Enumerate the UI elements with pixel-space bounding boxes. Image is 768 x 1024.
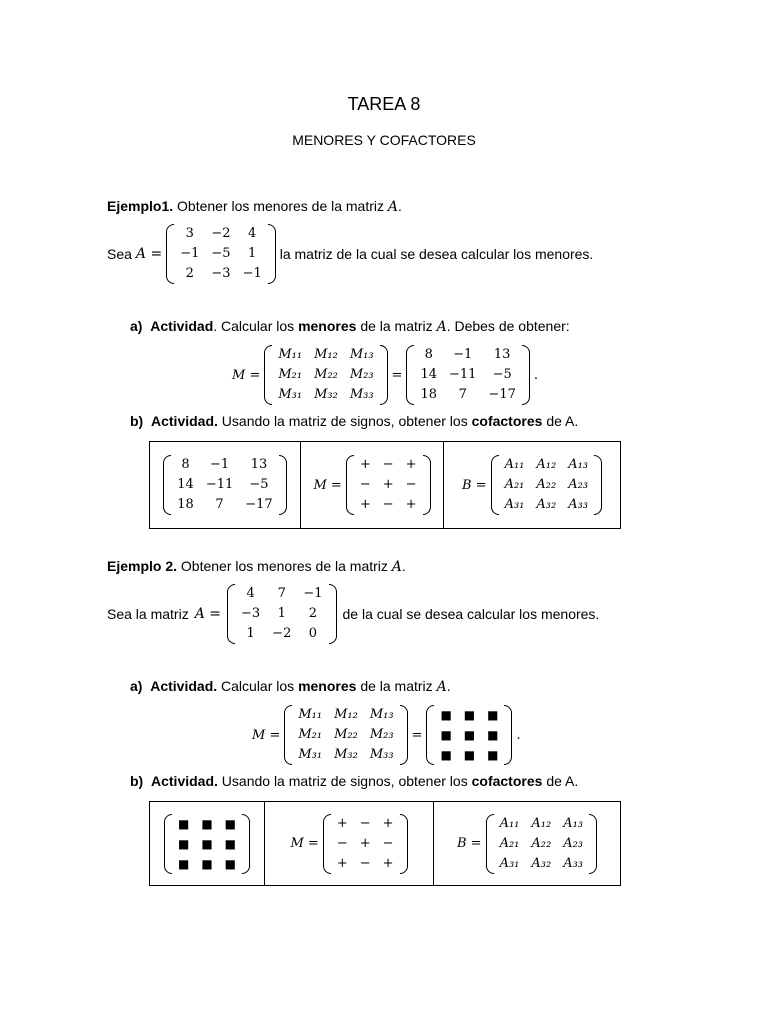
matrix-entry: M₃₂ xyxy=(334,747,358,762)
left-paren xyxy=(491,455,499,515)
matrix-entry: 1 xyxy=(248,246,257,261)
matrix-grid xyxy=(171,455,278,515)
right-paren xyxy=(329,584,337,644)
page-subtitle: MENORES Y COFACTORES xyxy=(292,132,476,148)
matrix-entry: 1 xyxy=(277,606,286,621)
matrix-entry: A₂₁ xyxy=(499,835,520,851)
ex1-b-eq: B = xyxy=(461,477,487,493)
ex2-activity-b xyxy=(130,773,578,789)
left-paren xyxy=(164,814,172,874)
matrix-entry: M₁₂ xyxy=(334,707,358,722)
matrix-entry: A₂₃ xyxy=(568,477,588,492)
ex1-b-text1: Usando la matriz de signos, obtener los xyxy=(221,413,468,429)
ex2-after: de la cual se desea calcular los menores. xyxy=(342,606,600,622)
left-paren xyxy=(426,705,434,765)
left-paren xyxy=(264,345,272,405)
matrix-entry: A₂₂ xyxy=(531,835,552,851)
ex2-b-eq: B = xyxy=(456,836,482,851)
ex1-m-label: M = xyxy=(232,367,261,383)
ex2-minors-sym xyxy=(284,705,407,765)
matrix-entry: M₂₁ xyxy=(278,367,303,382)
matrix-entry: 1 xyxy=(246,626,255,641)
ex1-cell-minors-matrix xyxy=(163,455,286,515)
ex2-m-label: M = xyxy=(252,727,281,743)
matrix-grid xyxy=(494,814,589,874)
right-paren xyxy=(400,814,408,874)
matrix-grid xyxy=(174,224,268,284)
matrix-entry: 0 xyxy=(308,626,318,641)
ex1-cell-signs xyxy=(301,442,444,528)
left-paren xyxy=(166,224,174,284)
matrix-entry: −1 xyxy=(303,586,323,601)
ex1-a-var: A xyxy=(436,319,447,335)
matrix-entry: M₁₁ xyxy=(278,347,303,362)
matrix-grid xyxy=(272,345,379,405)
ex2-heading: Ejemplo 2. xyxy=(107,558,178,574)
ex2-matrix-line xyxy=(107,584,599,644)
matrix-entry: 14 xyxy=(420,367,437,382)
matrix-entry: ■ xyxy=(487,728,499,742)
matrix-entry: A₁₂ xyxy=(531,815,552,831)
ex2-b-label: b) xyxy=(130,773,144,789)
matrix-grid xyxy=(434,705,504,765)
matrix-entry: −11 xyxy=(205,477,234,492)
matrix-entry: ■ xyxy=(177,836,190,851)
matrix-entry: + xyxy=(405,497,417,512)
matrix-entry: 18 xyxy=(177,497,194,512)
ex1-b-label: b) xyxy=(130,413,144,429)
ex1-activity-a xyxy=(130,318,570,335)
ex2-a-bold: menores xyxy=(298,678,357,694)
ex2-signs-label: M = xyxy=(290,836,319,851)
ex2-b-title: Actividad. xyxy=(151,773,218,789)
matrix-entry: − xyxy=(382,457,394,472)
matrix-entry: −1 xyxy=(180,246,200,261)
matrix-entry: A₁₁ xyxy=(504,457,525,472)
matrix-entry: − xyxy=(336,835,348,851)
matrix-entry: A₃₁ xyxy=(504,497,525,512)
matrix-entry: A₃₁ xyxy=(499,855,520,871)
ex1-a-text1: . Calcular los xyxy=(213,318,295,334)
matrix-entry: 8 xyxy=(424,347,433,362)
matrix-entry: ■ xyxy=(440,748,452,762)
matrix-entry: 7 xyxy=(215,497,224,512)
right-paren xyxy=(268,224,276,284)
matrix-entry: −1 xyxy=(209,457,230,472)
right-paren xyxy=(504,705,512,765)
matrix-entry: ■ xyxy=(177,856,190,871)
matrix-grid xyxy=(331,814,400,874)
matrix-grid xyxy=(499,455,594,515)
matrix-entry: A₃₃ xyxy=(563,855,583,871)
matrix-entry: ■ xyxy=(224,856,237,871)
matrix-entry: −11 xyxy=(449,367,477,382)
matrix-entry: M₁₃ xyxy=(369,707,394,722)
matrix-entry: ■ xyxy=(463,748,476,762)
matrix-entry: M₁₁ xyxy=(298,707,323,722)
ex1-minors-sym xyxy=(264,345,387,405)
matrix-entry: ■ xyxy=(224,816,237,831)
ex1-heading-line xyxy=(107,198,402,215)
ex1-b-text2: de A. xyxy=(546,413,579,429)
matrix-entry: ■ xyxy=(201,836,213,851)
matrix-entry: − xyxy=(382,497,394,512)
ex1-minors-equation xyxy=(232,345,538,405)
matrix-entry: + xyxy=(382,855,394,871)
left-paren xyxy=(227,584,235,644)
right-paren xyxy=(279,455,287,515)
ex1-cell-cofactors xyxy=(444,442,620,528)
matrix-entry: M₁₃ xyxy=(349,347,374,362)
ex1-cell-minors xyxy=(150,442,301,528)
ex2-a-label: a) xyxy=(130,678,143,694)
matrix-entry: A₂₂ xyxy=(536,477,557,492)
matrix-entry: ■ xyxy=(224,836,237,851)
matrix-entry: ■ xyxy=(201,816,213,831)
matrix-entry: 13 xyxy=(493,347,511,362)
matrix-entry: A₃₃ xyxy=(568,497,588,512)
matrix-entry: + xyxy=(359,457,371,472)
matrix-entry: ■ xyxy=(201,856,213,871)
ex2-b-bold: cofactores xyxy=(471,773,543,789)
ex1-activity-b xyxy=(130,413,578,429)
ex2-signs-matrix xyxy=(323,814,408,874)
ex1-signs-label: M = xyxy=(313,477,342,493)
matrix-entry: 2 xyxy=(308,606,318,621)
ex1-a-eq: A = xyxy=(135,246,163,262)
ex2-sea: Sea la matriz xyxy=(107,606,189,622)
ex2-a-dot: . xyxy=(446,678,451,694)
left-paren xyxy=(486,814,494,874)
ex1-cofactor-matrix xyxy=(491,455,602,515)
matrix-entry: −5 xyxy=(492,367,512,382)
matrix-grid xyxy=(235,584,329,644)
ex1-heading: Ejemplo1. xyxy=(107,198,174,214)
matrix-entry: 8 xyxy=(181,457,190,472)
ex1-period: . xyxy=(398,198,402,214)
ex1-after: la matriz de la cual se desea calcular los menores. xyxy=(279,246,594,262)
matrix-entry: + xyxy=(405,457,417,472)
matrix-entry: A₂₃ xyxy=(563,835,583,851)
matrix-entry: + xyxy=(382,815,394,831)
matrix-grid xyxy=(354,455,423,515)
left-paren xyxy=(406,345,414,405)
ex2-minors-blocks xyxy=(426,705,512,765)
matrix-entry: −3 xyxy=(211,266,231,281)
matrix-entry: + xyxy=(336,815,348,831)
ex2-var: A xyxy=(391,559,402,575)
matrix-entry: ■ xyxy=(487,748,499,762)
left-paren xyxy=(284,705,292,765)
right-paren xyxy=(400,705,408,765)
matrix-entry: M₃₃ xyxy=(369,747,394,762)
matrix-entry: − xyxy=(359,815,371,831)
ex1-sea: Sea xyxy=(107,246,132,262)
matrix-entry: − xyxy=(405,477,417,492)
matrix-entry: ■ xyxy=(487,708,499,722)
matrix-entry: M₃₁ xyxy=(298,747,323,762)
right-paren xyxy=(589,814,597,874)
matrix-entry: + xyxy=(359,835,371,851)
ex2-a-var: A xyxy=(436,679,447,695)
matrix-entry: 3 xyxy=(185,226,194,241)
matrix-entry: M₂₁ xyxy=(298,727,323,742)
ex1-a-title: Actividad xyxy=(150,318,214,334)
right-paren xyxy=(522,345,530,405)
matrix-entry: −3 xyxy=(241,606,261,621)
matrix-entry: A₁₃ xyxy=(568,457,588,472)
matrix-entry: M₃₁ xyxy=(278,387,303,402)
ex2-minors-equation xyxy=(252,705,521,765)
left-paren xyxy=(323,814,331,874)
right-paren xyxy=(242,814,250,874)
matrix-entry: ■ xyxy=(463,708,476,722)
matrix-entry: + xyxy=(336,855,348,871)
ex2-desc: Obtener los menores de la matriz xyxy=(180,558,388,574)
matrix-entry: M₂₃ xyxy=(369,727,394,742)
matrix-entry: + xyxy=(359,497,371,512)
ex2-b-text2: de A. xyxy=(546,773,579,789)
matrix-entry: ■ xyxy=(440,728,452,742)
matrix-entry: A₁₂ xyxy=(536,457,557,472)
ex1-b-bold: cofactores xyxy=(471,413,543,429)
ex2-a-text1: Calcular los xyxy=(221,678,295,694)
ex2-cell-minors xyxy=(150,802,265,885)
ex2-a-title: Actividad. xyxy=(150,678,218,694)
matrix-entry: −2 xyxy=(272,626,292,641)
matrix-entry: 18 xyxy=(420,387,437,402)
matrix-entry: − xyxy=(359,855,371,871)
left-paren xyxy=(346,455,354,515)
ex2-a-eq: A = xyxy=(194,606,221,622)
ex2-activity-a xyxy=(130,678,451,695)
ex1-signs-matrix xyxy=(346,455,431,515)
ex1-b-title: Actividad. xyxy=(151,413,218,429)
matrix-entry: A₃₂ xyxy=(531,855,552,871)
matrix-entry: − xyxy=(359,477,371,492)
matrix-entry: − xyxy=(382,835,394,851)
end-dot: . xyxy=(533,367,539,383)
ex1-matrix-a xyxy=(166,224,276,284)
matrix-entry: M₁₂ xyxy=(314,347,338,362)
matrix-entry: 7 xyxy=(458,387,467,402)
matrix-entry: 4 xyxy=(248,226,257,241)
matrix-entry: 13 xyxy=(250,457,268,472)
left-paren xyxy=(163,455,171,515)
ex2-period: . xyxy=(401,558,406,574)
matrix-entry: M₃₃ xyxy=(349,387,374,402)
ex1-minors-val xyxy=(406,345,529,405)
matrix-entry: A₃₂ xyxy=(536,497,557,512)
matrix-entry: A₁₁ xyxy=(499,815,520,831)
ex1-matrix-line xyxy=(107,224,593,284)
ex1-var: A xyxy=(387,199,399,215)
right-paren xyxy=(380,345,388,405)
matrix-entry: A₁₃ xyxy=(563,815,583,831)
ex1-a-text2: de la matriz xyxy=(360,318,433,334)
ex2-cofactor-matrix xyxy=(486,814,597,874)
matrix-entry: −1 xyxy=(242,266,262,281)
matrix-grid xyxy=(292,705,399,765)
matrix-entry: 2 xyxy=(185,266,194,281)
matrix-entry: −5 xyxy=(249,477,269,492)
matrix-entry: ■ xyxy=(463,728,476,742)
matrix-entry: 14 xyxy=(177,477,194,492)
matrix-entry: M₃₂ xyxy=(314,387,338,402)
ex2-matrix-a xyxy=(227,584,337,644)
matrix-entry: M₂₃ xyxy=(349,367,374,382)
eq-sign: = xyxy=(391,367,403,383)
matrix-entry: −2 xyxy=(211,226,231,241)
matrix-entry: ■ xyxy=(440,708,452,722)
matrix-entry: + xyxy=(382,477,394,492)
ex1-cofactor-table xyxy=(149,441,621,529)
matrix-entry: 4 xyxy=(246,586,255,601)
ex2-cell-cofactors xyxy=(434,802,620,885)
ex2-end-dot: . xyxy=(516,727,521,743)
matrix-grid xyxy=(172,814,242,874)
matrix-entry: ■ xyxy=(177,816,190,831)
page-title: TAREA 8 xyxy=(347,94,421,114)
matrix-entry: 7 xyxy=(277,586,286,601)
matrix-entry: A₂₁ xyxy=(504,477,525,492)
ex2-a-text2: de la matriz xyxy=(360,678,433,694)
matrix-entry: −17 xyxy=(245,497,273,512)
right-paren xyxy=(594,455,602,515)
matrix-entry: −17 xyxy=(488,387,516,402)
matrix-entry: −1 xyxy=(453,347,473,362)
ex2-b-text1: Usando la matriz de signos, obtener los xyxy=(221,773,468,789)
matrix-entry: −5 xyxy=(211,246,231,261)
matrix-grid xyxy=(414,345,521,405)
ex2-eq-sign: = xyxy=(411,727,423,743)
ex1-a-text3: . Debes de obtener: xyxy=(446,318,570,334)
ex1-desc: Obtener los menores de la matriz xyxy=(177,198,385,214)
ex2-cell-blocks-matrix xyxy=(164,814,250,874)
ex1-a-label: a) xyxy=(130,318,143,334)
right-paren xyxy=(423,455,431,515)
ex2-cofactor-table xyxy=(149,801,621,886)
matrix-entry: M₂₂ xyxy=(314,367,338,382)
matrix-entry: M₂₂ xyxy=(334,727,358,742)
ex2-heading-line xyxy=(107,558,406,575)
ex1-a-bold: menores xyxy=(298,318,357,334)
ex2-cell-signs xyxy=(265,802,434,885)
